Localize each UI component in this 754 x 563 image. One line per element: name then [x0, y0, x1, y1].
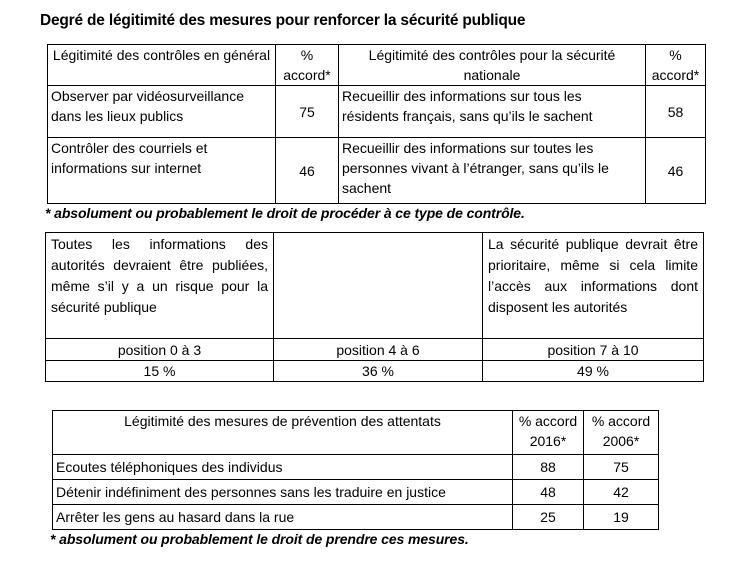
percentages-row: [46, 361, 704, 382]
header-measures: Légitimité des mesures de prévention des attentats: [53, 411, 513, 455]
percentage-cell: 49 %: [483, 361, 704, 382]
accord-2016-cell: 48: [513, 480, 584, 505]
control-label-cell: Observer par vidéosurveillance dans les lieux publics: [48, 86, 276, 138]
header-controls-general: Légitimité des contrôles en général: [48, 45, 276, 86]
measure-label-cell: Détenir indéfiniment des personnes sans les traduire en justice: [53, 480, 513, 505]
header-controls-national: Légitimité des contrôles pour la sécurité nationale: [339, 45, 646, 86]
percentage-cell: 36 %: [274, 361, 483, 382]
statement-right-cell: La sécurité publique devrait être prioritaire, même si cela limite l’accès aux informations dont disposent les autorités: [483, 233, 704, 339]
statement-left-cell: Toutes les informations des autorités devraient être publiées, même s’il y a un risque pour la sécurité publique: [46, 233, 274, 339]
table-header-row: [53, 411, 659, 455]
control-label-cell: Recueillir des informations sur tous les résidents français, sans qu’ils le sachent: [339, 86, 646, 138]
accord-2016-cell: 88: [513, 455, 584, 480]
control-label-cell: Recueillir des informations sur toutes les personnes vivant à l’étranger, sans qu’ils le sachent: [339, 138, 646, 204]
position-range-cell: position 7 à 10: [483, 339, 704, 361]
statement-middle-cell: [274, 233, 483, 339]
accord-value-cell: 46: [276, 138, 339, 204]
accord-2016-cell: 25: [513, 505, 584, 530]
table-row: [48, 86, 706, 138]
attack-prevention-measures-table: [52, 410, 659, 530]
statements-row: [46, 233, 704, 339]
document-title: Degré de légitimité des mesures pour renforcer la sécurité publique: [40, 12, 526, 29]
accord-value-cell: 46: [646, 138, 706, 204]
percentage-cell: 15 %: [46, 361, 274, 382]
accord-2006-cell: 75: [584, 455, 659, 480]
control-label-cell: Contrôler des courriels et informations sur internet: [48, 138, 276, 204]
header-accord-2016: % accord 2016*: [513, 411, 584, 455]
position-range-cell: position 4 à 6: [274, 339, 483, 361]
table-row: [53, 505, 659, 530]
measures-footnote: * absolument ou probablement le droit de prendre ces mesures.: [50, 531, 469, 547]
table-row: [53, 480, 659, 505]
accord-2006-cell: 19: [584, 505, 659, 530]
measure-label-cell: Ecoutes téléphoniques des individus: [53, 455, 513, 480]
accord-2006-cell: 42: [584, 480, 659, 505]
table-header-row: [48, 45, 706, 86]
table-row: [48, 138, 706, 204]
header-accord-right: % accord*: [646, 45, 706, 86]
measure-label-cell: Arrêter les gens au hasard dans la rue: [53, 505, 513, 530]
positions-row: [46, 339, 704, 361]
accord-value-cell: 75: [276, 86, 339, 138]
header-accord-left: % accord*: [276, 45, 339, 86]
controls-footnote: * absolument ou probablement le droit de procéder à ce type de contrôle.: [45, 205, 525, 221]
header-accord-2006: % accord 2006*: [584, 411, 659, 455]
controls-legitimacy-table: [47, 44, 706, 204]
accord-value-cell: 58: [646, 86, 706, 138]
information-priority-scale-table: [45, 232, 704, 382]
table-row: [53, 455, 659, 480]
position-range-cell: position 0 à 3: [46, 339, 274, 361]
